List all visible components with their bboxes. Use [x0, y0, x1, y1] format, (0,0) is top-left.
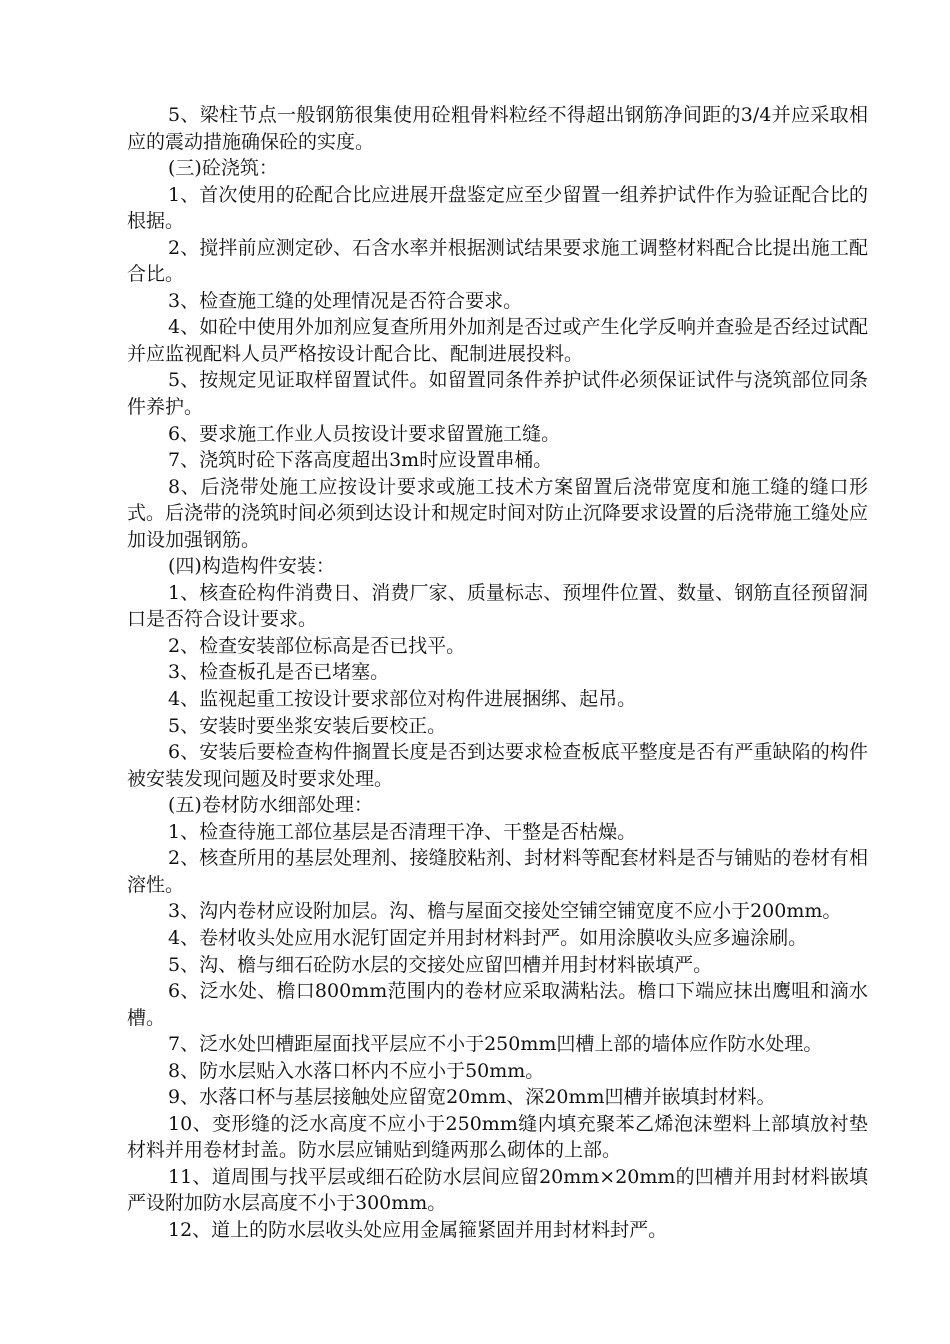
- paragraph: 1、首次使用的砼配合比应进展开盘鉴定应至少留置一组养护试件作为验证配合比的根据。: [127, 183, 868, 233]
- paragraph: 5、按规定见证取样留置试件。如留置同条件养护试件必须保证试件与浇筑部位同条件养护。: [127, 369, 868, 419]
- paragraph: 12、道上的防水层收头处应用金属箍紧固并用封材料封严。: [168, 1218, 668, 1241]
- paragraph: 5、梁柱节点一般钢筋很集使用砼粗骨料粒经不得超出钢筋净间距的3/4并应采取相应的震动措施确保砼的实度。: [127, 104, 868, 153]
- section-heading: (四)构造构件安装：: [168, 555, 335, 578]
- paragraph: 3、沟内卷材应设附加层。沟、檐与屋面交接处空铺空铺宽度不应小于200mm。: [168, 900, 842, 923]
- paragraph: 3、检查施工缝的处理情况是否符合要求。: [168, 289, 523, 312]
- paragraph: 4、卷材收头处应用水泥钉固定并用封材料封严。如用涂膜收头应多遍涂刷。: [168, 926, 808, 949]
- paragraph: 6、要求施工作业人员按设计要求留置施工缝。: [168, 422, 561, 445]
- paragraph: 7、泛水处凹槽距屋面找平层应不小于250mm凹槽上部的墙体应作防水处理。: [168, 1033, 823, 1056]
- paragraph: 6、泛水处、檐口800mm范围内的卷材应采取满粘法。檐口下端应抹出鹰咀和滴水槽。: [127, 980, 868, 1029]
- paragraph: 2、检查安装部位标高是否已找平。: [168, 634, 466, 657]
- paragraph: 1、核查砼构件消费日、消费厂家、质量标志、预埋件位置、数量、钢筋直径预留洞口是否符合设计要求。: [127, 581, 868, 631]
- paragraph: 7、浇筑时砼下落高度超出3m时应设置串桶。: [168, 449, 553, 472]
- paragraph: 2、搅拌前应测定砂、石含水率并根据测试结果要求施工调整材料配合比提出施工配合比。: [127, 236, 868, 286]
- section-heading: (五)卷材防水细部处理：: [168, 794, 373, 817]
- paragraph: 11、道周围与找平层或细石砼防水层间应留20mm×20mm的凹槽并用封材料嵌填严设附加防水层高度不小于300mm。: [127, 1165, 868, 1215]
- paragraph: 10、变形缝的泛水高度不应小于250mm缝内填充聚苯乙烯泡沫塑料上部填放衬垫材料并用卷材封盖。防水层应铺贴到缝两那么砌体的上部。: [127, 1112, 868, 1162]
- paragraph: 5、安装时要坐浆安装后要校正。: [168, 714, 447, 737]
- paragraph: 4、如砼中使用外加剂应复查所用外加剂是否过或产生化学反响并查验是否经过试配并应监视配料人员严格按设计配合比、配制进展投料。: [127, 316, 868, 365]
- paragraph: 3、检查板孔是否已堵塞。: [168, 661, 390, 684]
- paragraph: 5、沟、檐与细石砼防水层的交接处应留凹槽并用封材料嵌填严。: [168, 953, 713, 976]
- document-body: [127, 102, 868, 1244]
- paragraph: 6、安装后要检查构件搁置长度是否到达要求检查板底平整度是否有严重缺陷的构件被安装发现问题及时要求处理。: [127, 741, 868, 790]
- paragraph: 1、检查待施工部位基层是否清理干净、干整是否枯燥。: [168, 820, 637, 843]
- paragraph: 8、后浇带处施工应按设计要求或施工技术方案留置后浇带宽度和施工缝的缝口形式。后浇带的浇筑时间必须到达设计和规定时间对防止沉降要求设置的后浇带施工缝处应加设加强钢筋。: [127, 475, 869, 551]
- paragraph: 9、水落口杯与基层接触处应留宽20mm、深20mm凹槽并嵌填封材料。: [168, 1086, 776, 1109]
- paragraph: 8、防水层贴入水落口杯内不应小于50mm。: [168, 1059, 545, 1082]
- paragraph: 4、监视起重工按设计要求部位对构件进展捆绑、起吊。: [168, 688, 637, 711]
- paragraph: 2、核查所用的基层处理剂、接缝胶粘剂、封材料等配套材料是否与铺贴的卷材有相溶性。: [127, 847, 868, 896]
- section-heading: (三)砼浇筑：: [168, 157, 278, 180]
